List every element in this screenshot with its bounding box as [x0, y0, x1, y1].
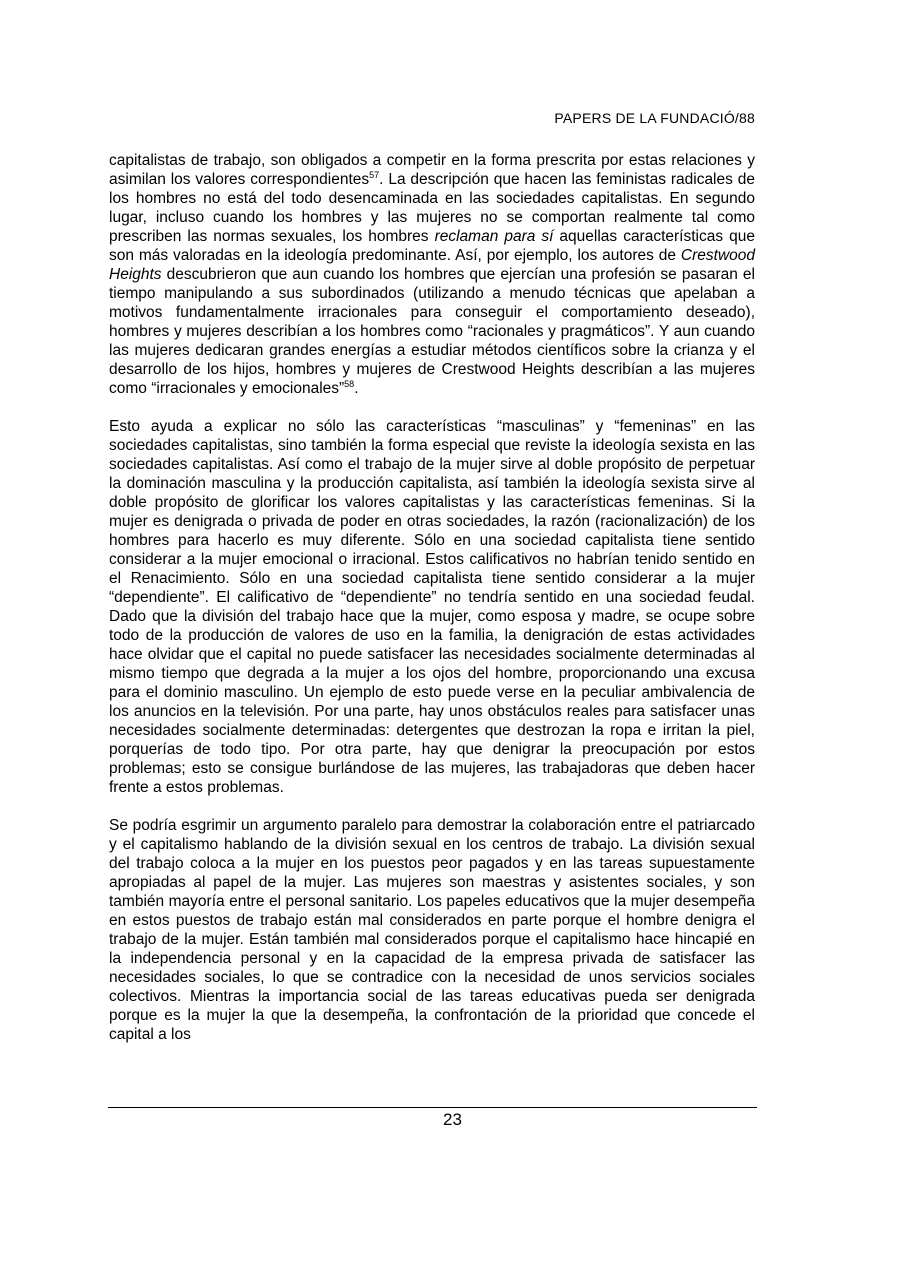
text-run: Se podría esgrimir un argumento paralelo para demostrar la colaboración entre el patriarcado y el capitalismo hablando de la división sexual en los centros de trabajo. La división sexual del trabajo coloca a la mujer en los puestos peor pagados y en las tareas supuestamente apropiadas al papel de la mujer. Las mujeres son maestras y asistentes sociales, y son también mayoría entre el personal sanitario. Los papeles educativos que la mujer desempeña en estos puestos de trabajo están mal considerados en parte porque el hombre denigra el trabajo de la mujer. Están también mal considerados porque el capitalismo hace hincapié en la independencia personal y en la capacidad de la empresa privada de satisfacer las necesidades sociales, lo que se contradice con la necesidad de unos servicios sociales colectivos. Mientras la importancia social de las tareas educativas pueda ser denigrada porque es la mujer la que la desempeña, la confrontación de la prioridad que concede el capital a los [109, 817, 755, 1043]
paragraph-2 [109, 417, 755, 797]
page-number: 23 [443, 1110, 462, 1129]
paragraph-3 [109, 816, 755, 1044]
italic-text: reclaman para sí [434, 228, 554, 245]
text-run: descubrieron que aun cuando los hombres que ejercían una profesión se pasaran el tiempo manipulando a sus subordinados (utilizando a menudo técnicas que apelaban a motivos fundamentalmente irracionales para conseguir el comportamiento deseado), hombres y mujeres describían a los hombres como “racionales y pragmáticos”. Y aun cuando las mujeres dedicaran grandes energías a estudiar métodos científicos sobre la crianza y el desarrollo de los hijos, hombres y mujeres de Crestwood Heights describían a las mujeres como “irracionales y emocionales” [109, 266, 755, 397]
footnote-ref: 57 [369, 170, 380, 180]
footnote-ref: 58 [344, 379, 355, 389]
text-run: aquellas características que son más valoradas en la ideología predominante. Así, por ejemplo, los autores de [109, 228, 755, 264]
italic-text: Crestwood Heights [109, 247, 755, 283]
text-run: capitalistas de trabajo, son obligados a competir en la forma prescrita por estas relaciones y asimilan los valores correspondientes [109, 152, 755, 188]
text-run: Esto ayuda a explicar no sólo las características “masculinas” y “femeninas” en las sociedades capitalistas, sino también la forma especial que reviste la ideología sexista en las sociedades capitalistas. Así como el trabajo de la mujer sirve al doble propósito de perpetuar la dominación masculina y la producción capitalista, así también la ideología sexista sirve al doble propósito de glorificar los valores capitalistas y las características femeninas. Si la mujer es denigrada o privada de poder en otras sociedades, la razón (racionalización) de los hombres para hacerlo es muy diferente. Sólo en una sociedad capitalista tiene sentido considerar a la mujer emocional o irracional. Estos calificativos no habrían tenido sentido en el Renacimiento. Sólo en una sociedad capitalista tiene sentido considerar a la mujer “dependiente”. El calificativo de “dependiente” no tendría sentido en una sociedad feudal. Dado que la división del trabajo hace que la mujer, como esposa y madre, se ocupe sobre todo de la producción de valores de uso en la familia, la denigración de estas actividades hace olvidar que el capital no puede satisfacer las necesidades socialmente determinadas al mismo tiempo que degrada a la mujer a los ojos del hombre, proporcionando una excusa para el dominio masculino. Un ejemplo de esto puede verse en la peculiar ambivalencia de los anuncios en la televisión. Por una parte, hay unos obstáculos reales para satisfacer unas necesidades socialmente determinadas: detergentes que destrozan la ropa e irritan la piel, porquerías de todo tipo. Por otra parte, hay que denigrar la preocupación por estos problemas; esto se consigue burlándose de las mujeres, las trabajadoras que deben hacer frente a estos problemas. [109, 418, 755, 796]
text-run: . [354, 380, 359, 397]
body-text [109, 151, 755, 1044]
running-header: PAPERS DE LA FUNDACIÓ/88 [554, 110, 755, 126]
text-run: . La descripción que hacen las feministas radicales de los hombres no está del todo desencaminada en las sociedades capitalistas. En segundo lugar, incluso cuando los hombres y las mujeres no se comportan realmente tal como prescriben las normas sexuales, los hombres [109, 171, 755, 245]
footer-rule [108, 1107, 757, 1108]
paragraph-1 [109, 151, 755, 398]
